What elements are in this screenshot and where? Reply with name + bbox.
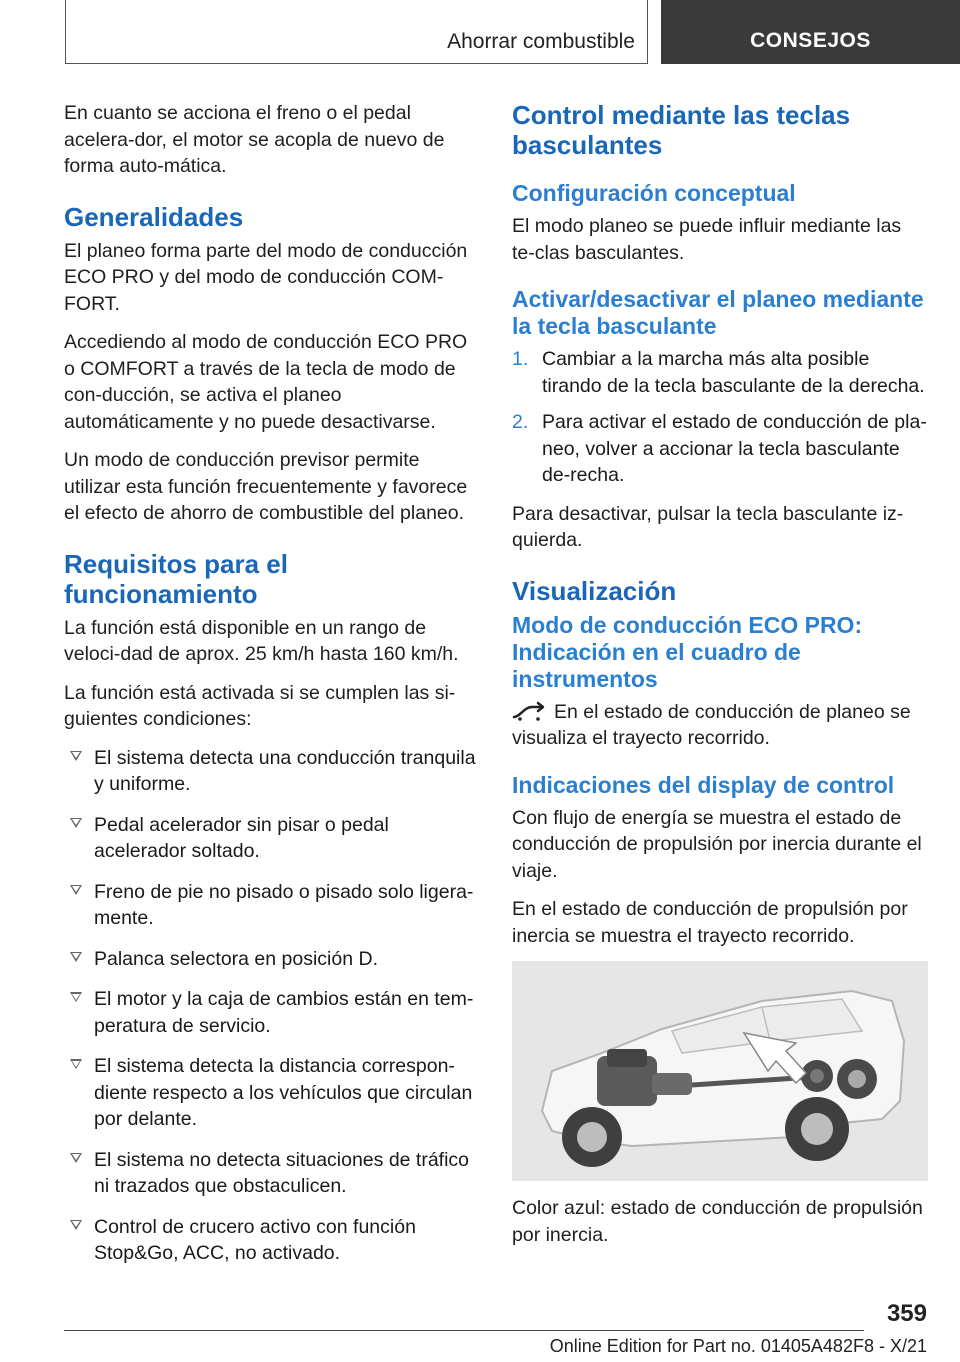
eco-paragraph-text: En el estado de conducción de planeo se visualiza el trayecto recorrido. bbox=[512, 700, 911, 749]
list-item-text: Control de crucero activo con función Stop&Go, ACC, no activado. bbox=[94, 1215, 416, 1264]
general-paragraph-2: Accediendo al modo de conducción ECO PRO o COMFORT a través de la tecla de modo de con-ducción, se activa el planeo automáticamente y no puede desactivarse. bbox=[64, 331, 468, 433]
list-item bbox=[64, 1214, 480, 1267]
list-item bbox=[64, 879, 480, 932]
left-column bbox=[64, 100, 480, 1281]
conditions-list bbox=[64, 745, 480, 1267]
triangle-bullet-icon bbox=[70, 885, 82, 895]
list-item bbox=[64, 1147, 480, 1200]
list-item-text: El sistema no detecta situaciones de tráfico ni trazados que obstaculicen. bbox=[94, 1148, 470, 1197]
step-text: Para activar el estado de conducción de pla-neo, volver a accionar la tecla basculante de-recha. bbox=[542, 411, 927, 486]
concept-heading: Configuración conceptual bbox=[512, 180, 796, 206]
list-item bbox=[64, 1053, 480, 1133]
cid-paragraph-1: Con flujo de energía se muestra el estado de conducción de propulsión por inercia durante el viaje. bbox=[512, 806, 922, 882]
list-item bbox=[64, 745, 480, 798]
list-item bbox=[512, 409, 928, 489]
triangle-bullet-icon bbox=[70, 1220, 82, 1230]
coasting-icon bbox=[512, 701, 548, 721]
deactivate-paragraph: Para desactivar, pulsar la tecla basculante iz-quierda. bbox=[512, 502, 904, 551]
steps-list bbox=[512, 346, 928, 489]
requirements-paragraph-1: La función está disponible en un rango de veloci-dad de aprox. 25 km/h hasta 160 km/h. bbox=[64, 616, 459, 665]
triangle-bullet-icon bbox=[70, 1153, 82, 1163]
triangle-bullet-icon bbox=[70, 751, 82, 761]
cid-paragraph-2: En el estado de conducción de propulsión por inercia se muestra el trayecto recorrido. bbox=[512, 898, 908, 947]
step-number: 2. bbox=[512, 411, 529, 433]
list-item-text: El sistema detecta una conducción tranquila y uniforme. bbox=[94, 746, 476, 795]
general-heading: Generalidades bbox=[64, 201, 244, 232]
header-chapter-tab bbox=[661, 0, 960, 64]
requirements-heading: Requisitos para el funcionamiento bbox=[64, 548, 288, 609]
display-heading: Visualización bbox=[512, 575, 677, 606]
list-item-text: Palanca selectora en posición D. bbox=[94, 947, 378, 970]
triangle-bullet-icon bbox=[70, 952, 82, 962]
header-section-title: Ahorrar combustible bbox=[447, 30, 635, 53]
list-item bbox=[64, 812, 480, 865]
triangle-bullet-icon bbox=[70, 992, 82, 1002]
list-item-text: Freno de pie no pisado o pisado solo ligera-mente. bbox=[94, 880, 474, 929]
general-paragraph-1: El planeo forma parte del modo de conducción ECO PRO y del modo de conducción COM-FORT. bbox=[64, 239, 468, 315]
step-text: Cambiar a la marcha más alta posible tirando de la tecla basculante de la derecha. bbox=[542, 348, 925, 397]
header-section-tab bbox=[65, 0, 648, 64]
eco-heading: Modo de conducción ECO PRO: Indicación en el cuadro de instrumentos bbox=[512, 611, 863, 692]
concept-paragraph: El modo planeo se puede influir mediante las te-clas basculantes. bbox=[512, 215, 902, 264]
list-item bbox=[512, 346, 928, 399]
footer-divider bbox=[64, 1330, 864, 1331]
toggle-heading: Activar/desactivar el planeo mediante la tecla basculante bbox=[512, 286, 924, 339]
requirements-paragraph-2: La función está activada si se cumplen las si-guientes condiciones: bbox=[64, 681, 456, 730]
list-item-text: El motor y la caja de cambios están en tem-peratura de servicio. bbox=[94, 988, 474, 1037]
header-chapter-title: CONSEJOS bbox=[750, 29, 871, 52]
list-item bbox=[64, 946, 480, 973]
intro-paragraph: En cuanto se acciona el freno o el pedal acelera-dor, el motor se acopla de nuevo de forma auto-mática. bbox=[64, 102, 445, 177]
car-drivetrain-illustration bbox=[512, 961, 928, 1181]
triangle-bullet-icon bbox=[70, 818, 82, 828]
control-heading: Control mediante las teclas basculantes bbox=[512, 100, 851, 160]
page-number: 359 bbox=[886, 1300, 927, 1327]
general-paragraph-3: Un modo de conducción previsor permite utilizar esta función frecuentemente y favorece el efecto de ahorro de combustible del planeo. bbox=[64, 449, 468, 524]
list-item-text: El sistema detecta la distancia correspon-diente respecto a los vehículos que circulan por delante. bbox=[94, 1055, 473, 1130]
step-number: 1. bbox=[512, 348, 529, 370]
list-item-text: Pedal acelerador sin pisar o pedal acelerador soltado. bbox=[94, 813, 389, 862]
right-column bbox=[512, 100, 928, 1260]
cid-heading: Indicaciones del display de control bbox=[512, 771, 895, 798]
eco-paragraph bbox=[512, 699, 928, 752]
list-item bbox=[64, 986, 480, 1039]
triangle-bullet-icon bbox=[70, 1059, 82, 1069]
footer-edition: Online Edition for Part no. 01405A482F8 - X/21 bbox=[549, 1336, 927, 1356]
car-illustration-svg bbox=[512, 961, 928, 1181]
figure-caption: Color azul: estado de conducción de propulsión por inercia. bbox=[512, 1197, 923, 1246]
